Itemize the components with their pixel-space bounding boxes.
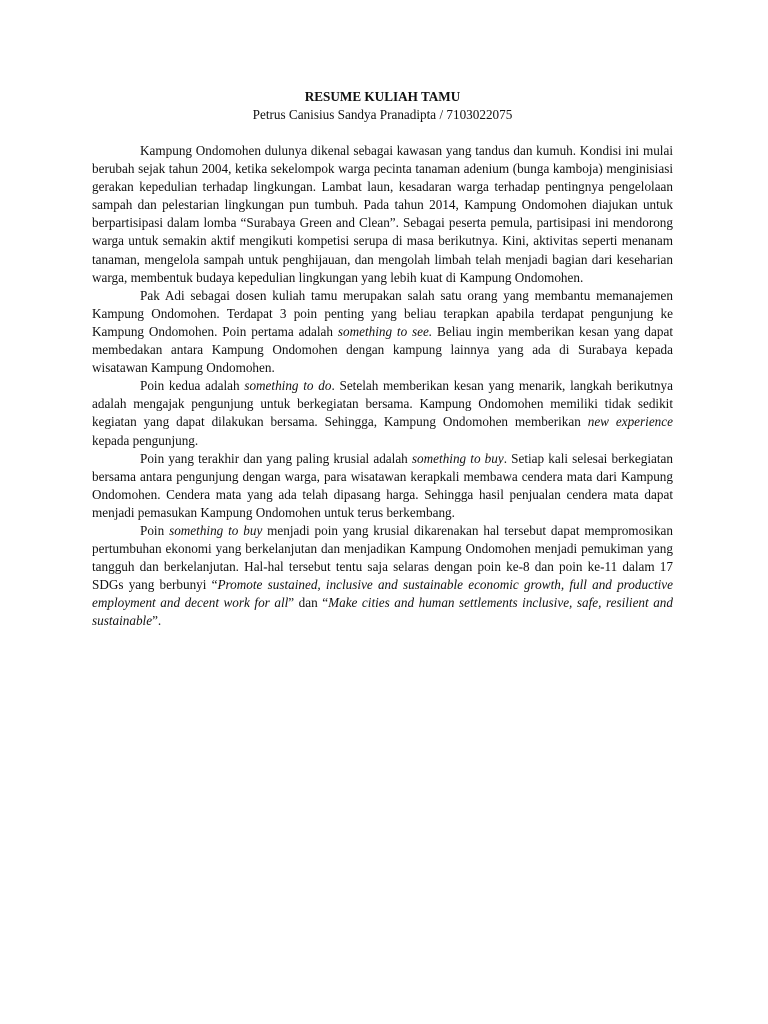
document-title: RESUME KULIAH TAMU bbox=[304, 89, 461, 104]
body-paragraph bbox=[92, 377, 673, 449]
text-run: . Setiap kali selesai berkegiatan bersama antara pengunjung dengan warga, para wisatawan kerapkali membawa cendera mata dari Kampung Ondomohen. Cendera mata yang ada telah dipasang harga. Sehingga hasil penjualan cendera mata dapat menjadi pemasukan Kampung Ondomohen untuk terus berkembang. bbox=[92, 450, 673, 520]
author-line: Petrus Canisius Sandya Pranadipta / 7103022075 bbox=[252, 107, 513, 122]
body-paragraph bbox=[92, 450, 673, 522]
document-body bbox=[92, 142, 673, 631]
text-run: ”. bbox=[152, 613, 162, 629]
italic-text-run: Promote sustained, inclusive and sustainable economic growth, full and productive employment and decent work for all bbox=[92, 577, 673, 611]
italic-text-run: something to buy bbox=[411, 450, 504, 466]
text-run: Poin bbox=[140, 522, 170, 538]
text-run: Pak Adi sebagai dosen kuliah tamu merupakan salah satu orang yang membantu memanajemen Kampung Ondomohen. Terdapat 3 poin penting yang beliau terapkan apabila terdapat pengunjung ke Kampung Ondomohen. Poin pertama adalah bbox=[92, 287, 673, 339]
text-run: Poin kedua adalah bbox=[140, 378, 245, 394]
italic-text-run: something to buy bbox=[169, 522, 263, 538]
text-run: Poin yang terakhir dan yang paling krusial adalah bbox=[140, 450, 412, 466]
body-paragraph bbox=[92, 142, 673, 287]
body-paragraph bbox=[92, 287, 673, 377]
document-page bbox=[92, 88, 673, 631]
text-run: Kampung Ondomohen dulunya dikenal sebagai kawasan yang tandus dan kumuh. Kondisi ini mulai berubah sejak tahun 2004, ketika sekelompok warga pecinta tanaman adenium (bunga kamboja) menginisiasi gerakan kepedulian terhadap lingkungan. Lambat laun, kesadaran warga terhadap pentingnya pengelolaan sampah dan pelestarian lingkungan pun tumbuh. Pada tahun 2014, Kampung Ondomohen diajukan untuk berpartisipasi dalam lomba “Surabaya Green and Clean”. Sebagai peserta pemula, partisipasi ini mendorong warga untuk semakin aktif mengikuti kompetisi serupa di masa berikutnya. Kini, aktivitas seperti menanam tanaman, mengelola sampah untuk penghijauan, dan mengolah limbah telah menjadi bagian dari keseharian warga, membentuk budaya kepedulian lingkungan yang lebih kuat di Kampung Ondomohen. bbox=[92, 143, 673, 285]
italic-text-run: new experience bbox=[587, 414, 673, 430]
italic-text-run: Make cities and human settlements inclusive, safe, resilient and sustainable bbox=[92, 595, 673, 629]
italic-text-run: something to see. bbox=[337, 323, 433, 339]
text-run: kepada pengunjung. bbox=[92, 432, 199, 448]
text-run: Beliau ingin memberikan kesan yang dapat membedakan antara Kampung Ondomohen dengan kampung lainnya yang ada di Surabaya kepada wisatawan Kampung Ondomohen. bbox=[92, 323, 673, 376]
body-paragraph bbox=[92, 522, 673, 631]
italic-text-run: something to do bbox=[244, 378, 332, 394]
text-run: ” dan “ bbox=[288, 595, 329, 611]
text-run: . Setelah memberikan kesan yang menarik, langkah berikutnya adalah mengajak pengunjung untuk berkegiatan bersama. Kampung Ondomohen memiliki tidak sedikit kegiatan yang dapat dilakukan bersama. Sehingga, Kampung Ondomohen memberikan bbox=[92, 378, 673, 430]
text-run: menjadi poin yang krusial dikarenakan hal tersebut dapat mempromosikan pertumbuhan ekonomi yang berkelanjutan dan menjadikan Kampung Ondomohen menjadi pemukiman yang tangguh dan berkelanjutan. Hal-hal tersebut tentu saja selaras dengan poin ke-8 dan poin ke-11 dalam 17 SDGs yang berbunyi “ bbox=[92, 522, 673, 593]
